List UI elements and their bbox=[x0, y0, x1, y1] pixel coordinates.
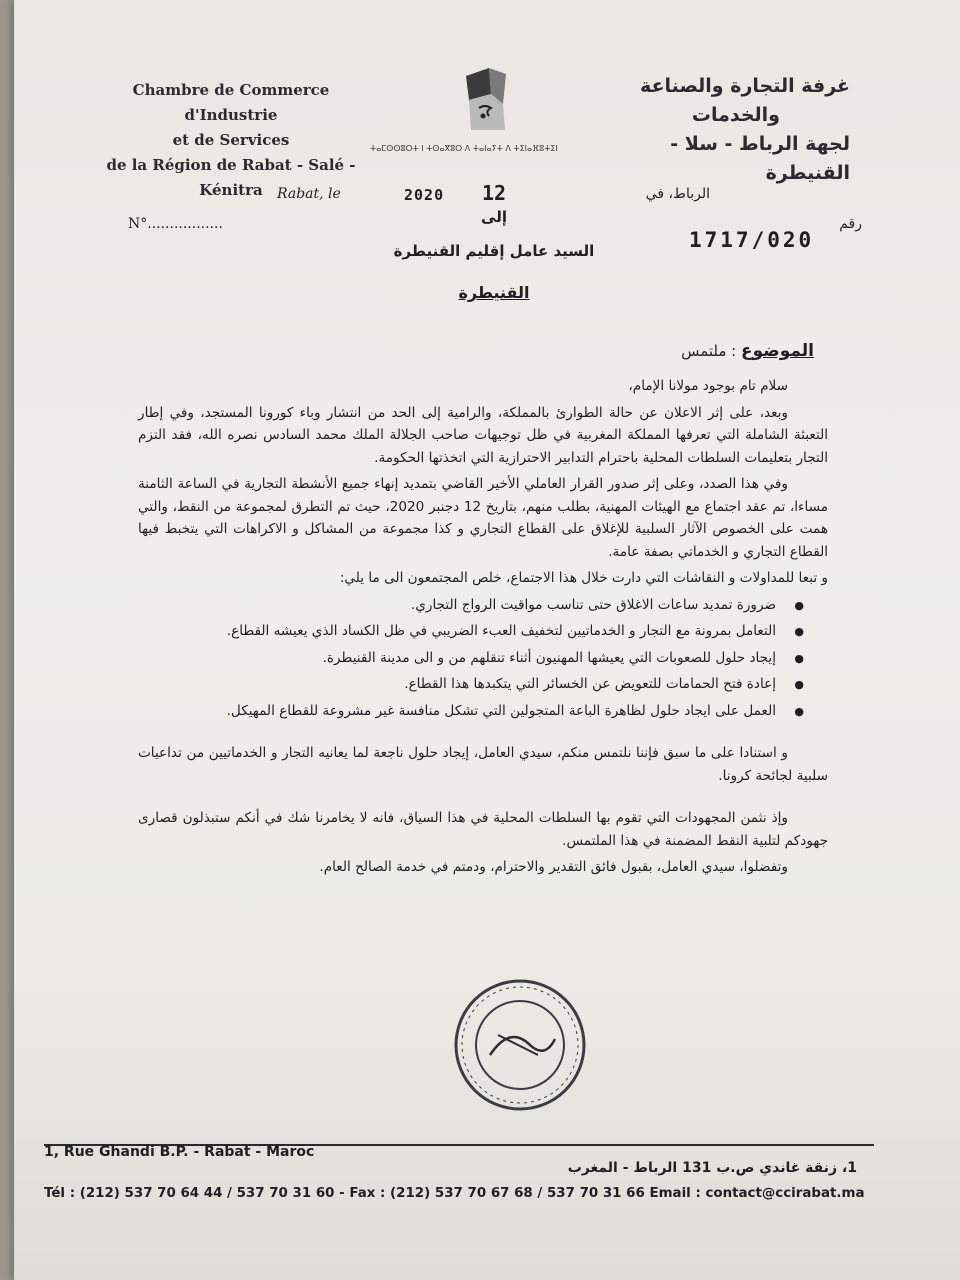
letter-sheet bbox=[14, 0, 960, 1280]
header-tifinagh: ⵜⴰⵎⵙⵙⵓⵔⵜ ⵏ ⵜⵙⴰⴳⵓⵔ ⴷ ⵜⴰⵏⴰⵢⵜ ⴷ ⵜⵉⵏⴰⴼⵓⵜⵉⵏ bbox=[370, 144, 558, 153]
reference-label-ar: رقم bbox=[839, 216, 862, 232]
reference-number: 1717/020 bbox=[689, 228, 815, 252]
header-french bbox=[106, 78, 356, 203]
paragraph-2: وفي هذا الصدد، وعلى إثر صدور القرار العاملي الأخير القاضي بتمديد إنهاء جميع الأنشطة التجارية في الساعة الثامنة مساءا، تم عقد اجتماع مع الهيئات المهنية، بطلب منهم، بتاريخ 12 دجنبر 2020، حيث تم التطرق لمجموعة من النقط، والتي همت على الخصوص الآثار السلبية للإغلاق على القطاع التجاري و كذا مجموعة من المشاكل و الاكراهات التي يتخبط فيها القطاع التجاري و الخدماتي بصفة عامة. bbox=[138, 476, 829, 560]
list-item: ● ضرورة تمديد ساعات الاغلاق حتى تناسب مواقيت الرواج التجاري. bbox=[138, 594, 790, 617]
header-ar-line2: والخدمات bbox=[691, 104, 780, 126]
date-label-ar: الرباط، في bbox=[645, 186, 710, 202]
paragraph-1: وبعد، على إثر الاعلان عن حالة الطوارئ بالمملكة، والرامية إلى الحد من انتشار وباء كورونا المستجد، وفي إطار التعبئة الشاملة التي تعرفها المملكة المغربية في ظل توجيهات صاحب الجلالة الملك محمد السادس نصره الله، فقد التزم التجار بتعليمات السلطات المحلية باحترام التدابير الاحترازية التي اتخذتها الحكومة. bbox=[138, 404, 828, 466]
reference-label-fr: N°................. bbox=[128, 216, 223, 232]
recipient-to: إلى bbox=[481, 208, 507, 226]
recipient-name: السيد عامل إقليم القنيطرة bbox=[393, 242, 595, 260]
subject-value: : ملتمس bbox=[681, 342, 737, 360]
header-fr-line2: et de Services bbox=[172, 131, 290, 149]
list-item: ● إعادة فتح الحمامات للتعويض عن الخسائر التي يتكبدها هذا القطاع. bbox=[138, 673, 790, 696]
footer-contact: Tél : (212) 537 70 64 44 / 537 70 31 60 - Fax : (212) 537 70 67 68 / 537 70 31 66 Email : contact@ccirabat.ma bbox=[44, 1186, 865, 1201]
header-ar-line3: لجهة الرباط - سلا - القنيطرة bbox=[670, 133, 850, 184]
recipient-city: القنيطرة bbox=[458, 283, 530, 302]
greeting: سلام تام بوجود مولانا الإمام، bbox=[628, 378, 788, 394]
header-arabic bbox=[590, 72, 850, 188]
letter-body bbox=[138, 375, 828, 883]
subject-label: الموضوع bbox=[741, 341, 814, 361]
paragraph-3: و استنادا على ما سبق فإننا نلتمس منكم، سيدي العامل، إيجاد حلول ناجعة لما يعانيه التجار و الخدماتيين من تداعيات سلبية لجائحة كرونا. bbox=[138, 745, 828, 784]
list-item: ● التعامل بمرونة مع التجار و الخدماتيين لتخفيف العبء الضريبي في ظل الكساد الذي يعيشه القطاع. bbox=[138, 620, 790, 643]
footer-address-fr: 1, Rue Ghandi B.P. - Rabat - Maroc bbox=[44, 1144, 315, 1160]
date-year: 2020 bbox=[404, 186, 445, 204]
footer-address-ar: 1، زنقة غاندي ص.ب 131 الرباط - المغرب bbox=[567, 1160, 857, 1176]
paragraph-4: وإذ نثمن المجهودات التي تقوم بها السلطات المحلية في هذا السياق، فانه لا يخامرنا شك في أنكم ستبذلون قصارى جهودكم لتلبية النقط المضمنة في هذا الملتمس. bbox=[138, 810, 828, 849]
list-item: ● العمل على ايجاد حلول لظاهرة الباعة المتجولين التي تشكل منافسة غير مشروعة للقطاع المهيكل. bbox=[138, 700, 790, 723]
header-ar-line1: غرفة التجارة والصناعة bbox=[640, 75, 850, 97]
header-fr-line1: Chambre de Commerce d'Industrie bbox=[132, 81, 330, 124]
date-label-fr: Rabat, le bbox=[277, 186, 341, 202]
official-stamp-icon bbox=[450, 975, 590, 1119]
header-fr-line3: de la Région de Rabat - Salé - Kénitra bbox=[106, 156, 356, 199]
chamber-logo-icon bbox=[461, 64, 511, 138]
subject-line bbox=[681, 341, 814, 361]
date-month: 12 bbox=[482, 181, 507, 205]
list-intro: و تبعا للمداولات و النقاشات التي دارت خلال هذا الاجتماع، خلص المجتمعون الى ما يلي: bbox=[339, 570, 828, 586]
points-list bbox=[138, 594, 790, 723]
list-item: ● إيجاد حلول للصعوبات التي يعيشها المهنيون أثناء تنقلهم من و الى مدينة القنيطرة. bbox=[138, 647, 790, 670]
closing: وتفضلوا، سيدي العامل، بقبول فائق التقدير والاحترام، ودمتم في خدمة الصالح العام. bbox=[319, 859, 788, 875]
